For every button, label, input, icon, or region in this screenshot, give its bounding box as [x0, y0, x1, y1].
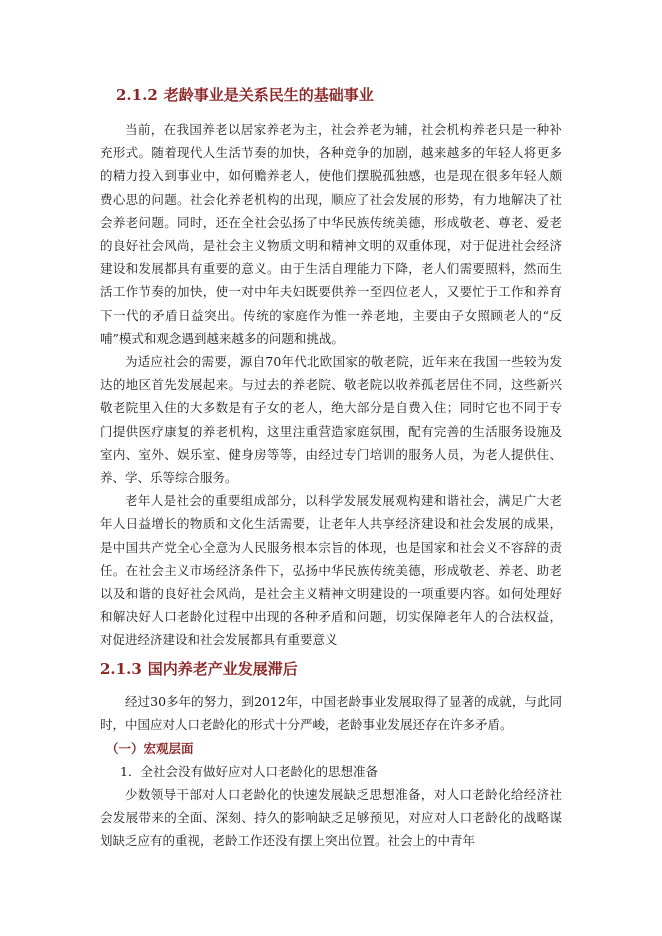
paragraph: 为适应社会的需要，源自70年代北欧国家的敬老院，近年来在我国一些较为发达的地区首先发展起来。与过去的养老院、敬老院以收养孤老居住不同，这些新兴敬老院里入住的大多数是有子女的老人，绝大部分是自费入住；同时它也不同于专门提供医疗康复的养老机构，这里注重营造家庭氛围，配有完善的生活服务设施及室内、室外、娱乐室、健身房等等，由经过专门培训的服务人员，为老人提供住、养、学、乐等综合服务。 — [100, 354, 562, 486]
section-heading-2-1-3 — [100, 658, 562, 680]
subheading-macro-level: （一）宏观层面 — [106, 741, 194, 757]
section-title: 老龄事业是关系民生的基础事业 — [163, 86, 374, 104]
paragraph: 当前，在我国养老以居家养老为主，社会养老为辅，社会机构养老只是一种补充形式。随着现代人生活节奏的加快，各种竞争的加剧，越来越多的年轻人将更多的精力投入到事业中，如何赡养老人，使他们摆脱孤独感，也是现在很多年轻人颇费心思的问题。社会化养老机构的出现，顺应了社会发展的形势，有力地解决了社会养老问题。同时，还在全社会弘扬了中华民族传统美德，形成敬老、尊老、爱老的良好社会风尚，是社会主义物质文明和精神文明的双重体现，对于促进社会经济建设和发展都具有重要的意义。由于生活自理能力下降，老人们需要照料，然而生活工作节奏的加快，使一对中年夫妇既要供养一至四位老人，又要忙于工作和养育下一代的矛盾日益突出。传统的家庭作为惟一养老地，主要由子女照顾老人的“反哺”模式和观念遇到越来越多的问题和挑战。 — [100, 122, 562, 346]
paragraph: 老年人是社会的重要组成部分，以科学发展发展观构建和谐社会，满足广大老年人日益增长的物质和文化生活需要，让老年人共享经济建设和社会发展的成果，是中国共产党全心全意为人民服务根本宗旨的体现，也是国家和社会义不容辞的责任。在社会主义市场经济条件下，弘扬中华民族传统美德，形成敬老、养老、助老以及和谐的良好社会风尚，是社会主义精神文明建设的一项重要内容。如何处理好和解决好人口老龄化过程中出现的各种矛盾和问题，切实保障老年人的合法权益，对促进经济建设和社会发展都具有重要意义 — [100, 493, 562, 648]
section-heading-2-1-2 — [116, 84, 562, 106]
section-number: 2.1.3 — [100, 659, 142, 678]
section-title: 国内养老产业发展滞后 — [147, 659, 298, 678]
document-body — [100, 84, 562, 853]
list-item-heading: 1．全社会没有做好应对人口老龄化的思想准备 — [120, 764, 378, 780]
paragraph: 少数领导干部对人口老龄化的快速发展缺乏思想准备，对人口老龄化给经济社会发展带来的全面、深刻、持久的影响缺乏足够预见，对应对人口老龄化的战略谋划缺乏应有的重视，老龄工作还没有摆上突出位置。社会上的中青年 — [100, 787, 562, 849]
section-number: 2.1.2 — [116, 86, 158, 104]
paragraph: 经过30多年的努力，到2012年，中国老龄事业发展取得了显著的成就，与此同时，中国应对人口老龄化的形式十分严峻，老龄事业发展还存在许多矛盾。 — [100, 693, 562, 732]
